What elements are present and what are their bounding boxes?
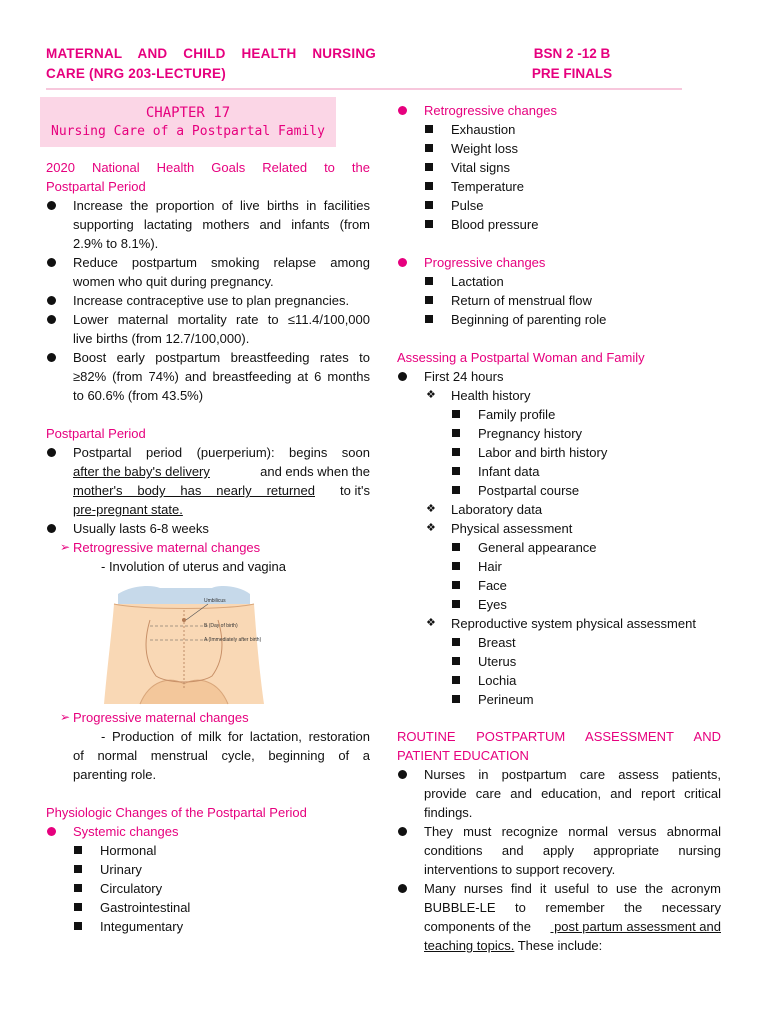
goal-text: women who quit during pregnancy. [73,274,274,289]
square-bullet-icon [74,903,82,911]
square-bullet-icon [425,296,433,304]
routine-text: conditions and apply appropriate nursing [424,843,721,858]
routine-text: interventions to support recovery. [424,862,616,877]
goals-heading: 2020 National Health Goals Related to the [46,160,370,175]
square-bullet-icon [74,922,82,930]
repro-item: Breast [478,635,516,650]
square-bullet-icon [425,144,433,152]
bullet-icon [398,258,407,267]
goal-text: supporting lactating mothers and infants (from [73,217,370,232]
assess-heading: Assessing a Postpartal Woman and Family [397,350,645,365]
systemic-item: Hormonal [100,843,157,858]
pa-item: Face [478,578,507,593]
goal-text: Increase contraceptive use to plan pregnancies. [73,293,350,308]
routine-text-underlined: teaching topics. [424,938,515,953]
retro-item: Vital signs [451,160,511,175]
bullet-icon [47,315,56,324]
course-title-line1: MATERNAL AND CHILD HEALTH NURSING [46,46,376,61]
health-history: Health history [451,388,531,403]
prog-maternal-heading: Progressive maternal changes [73,710,249,725]
square-bullet-icon [452,638,460,646]
pp-definition-underlined: mother's body has nearly returned [73,483,315,498]
square-bullet-icon [74,846,82,854]
prog-maternal-desc: of normal menstrual cycle, beginning of a [73,748,370,763]
arrow-icon: ➢ [60,710,71,724]
square-bullet-icon [452,676,460,684]
bullet-icon [398,827,407,836]
retro-maternal-heading: Retrogressive maternal changes [73,540,261,555]
goal-text: Boost early postpartum breastfeeding rates to [73,350,370,365]
square-bullet-icon [425,163,433,171]
routine-text-components [424,917,721,936]
figure-label-b: B (Day of birth) [204,623,238,629]
square-bullet-icon [452,448,460,456]
retro-item: Exhaustion [451,122,516,137]
figure-label-umbilicus: Umbilicus [204,598,226,604]
goal-text: Increase the proportion of live births in facilities [73,198,370,213]
systemic-item: Integumentary [100,919,184,934]
pp-definition-3 [73,481,370,500]
routine-heading-2: PATIENT EDUCATION [397,748,529,763]
square-bullet-icon [452,657,460,665]
square-bullet-icon [425,277,433,285]
routine-text: Nurses in postpartum care assess patients, [424,767,721,782]
physio-heading: Physiologic Changes of the Postpartal Period [46,805,307,820]
bullet-icon [398,372,407,381]
goal-text: to 60.6% (from 43.5%) [73,388,204,403]
retro-item: Blood pressure [451,217,539,232]
routine-text: They must recognize normal versus abnormal [424,824,721,839]
square-bullet-icon [452,429,460,437]
retro-changes-heading: Retrogressive changes [424,103,557,118]
prog-item: Return of menstrual flow [451,293,592,308]
square-bullet-icon [452,543,460,551]
prog-item: Lactation [451,274,504,289]
section-info [522,44,622,84]
square-bullet-icon [425,182,433,190]
uterus-involution-illustration [100,580,268,706]
section-label: BSN 2 -12 B [533,46,611,61]
pa-item: Eyes [478,597,507,612]
pa-item: General appearance [478,540,597,555]
repro-assessment: Reproductive system physical assessment [451,616,696,631]
postpartal-heading: Postpartal Period [46,426,146,441]
routine-text: findings. [424,805,473,820]
bullet-icon [47,201,56,210]
square-bullet-icon [74,865,82,873]
retro-item: Weight loss [451,141,518,156]
retro-item: Pulse [451,198,484,213]
pa-item: Hair [478,559,502,574]
bullet-icon [398,884,407,893]
routine-heading: ROUTINE POSTPARTUM ASSESSMENT AND [397,729,721,744]
hh-item: Labor and birth history [478,445,608,460]
pp-definition-rest: and ends when the [256,464,370,479]
first-24-hours: First 24 hours [424,369,504,384]
bullet-icon [47,258,56,267]
prog-item: Beginning of parenting role [451,312,607,327]
bullet-icon [47,448,56,457]
routine-text-teaching [424,936,602,955]
diamond-bullet-icon: ❖ [426,522,436,534]
term-label: PRE FINALS [531,66,613,81]
pp-definition-4 [73,500,183,519]
figure-label-a: A (Immediately after birth) [204,637,262,643]
bullet-icon [398,106,407,115]
bullet-icon [47,296,56,305]
chapter-banner [40,97,336,147]
physical-assessment: Physical assessment [451,521,573,536]
routine-text: provide care and education, and report critical [424,786,721,801]
routine-text-underlined: post partum assessment and [550,919,721,934]
square-bullet-icon [452,600,460,608]
hh-item: Pregnancy history [478,426,583,441]
pp-definition-2 [73,462,370,481]
repro-item: Perineum [478,692,534,707]
pp-definition-underlined: after the baby's delivery [73,464,210,479]
course-title [46,44,376,84]
arrow-icon: ➢ [60,540,71,554]
square-bullet-icon [452,410,460,418]
diamond-bullet-icon: ❖ [426,617,436,629]
chapter-subtitle: Nursing Care of a Postpartal Family [51,124,325,139]
systemic-item: Urinary [100,862,142,877]
diamond-bullet-icon: ❖ [426,389,436,401]
goal-text: ≥82% (from 74%) and breastfeeding at 6 months [73,369,370,384]
bullet-icon [398,770,407,779]
pp-duration: Usually lasts 6-8 weeks [73,521,209,536]
systemic-heading: Systemic changes [73,824,179,839]
square-bullet-icon [452,562,460,570]
square-bullet-icon [452,695,460,703]
routine-text: These include: [514,938,603,953]
repro-item: Lochia [478,673,517,688]
chapter-title: CHAPTER 17 [145,105,231,121]
square-bullet-icon [452,581,460,589]
square-bullet-icon [74,884,82,892]
prog-changes-heading: Progressive changes [424,255,546,270]
square-bullet-icon [452,486,460,494]
hh-item: Postpartal course [478,483,580,498]
goal-text: Reduce postpartum smoking relapse among [73,255,370,270]
diamond-bullet-icon: ❖ [426,503,436,515]
routine-text: Many nurses find it useful to use the acronym [424,881,721,896]
prog-maternal-desc: - Production of milk for lactation, restoration [101,729,370,744]
goal-text: Lower maternal mortality rate to ≤11.4/100,000 [73,312,370,327]
goals-heading-2: Postpartal Period [46,179,146,194]
lab-data: Laboratory data [451,502,543,517]
bullet-icon [47,524,56,533]
systemic-item: Gastrointestinal [100,900,191,915]
square-bullet-icon [425,201,433,209]
pp-definition-underlined: pre-pregnant state. [73,502,183,517]
square-bullet-icon [425,315,433,323]
square-bullet-icon [425,125,433,133]
routine-text: components of the [424,919,531,934]
hh-item: Family profile [478,407,556,422]
goal-text: live births (from 12.7/100,000). [73,331,250,346]
course-title-line2: CARE (NRG 203-LECTURE) [46,66,226,81]
goal-text: 2.9% to 8.1%). [73,236,159,251]
pp-definition: Postpartal period (puerperium): begins soon [73,445,370,460]
hh-item: Infant data [478,464,540,479]
repro-item: Uterus [478,654,517,669]
square-bullet-icon [452,467,460,475]
pp-definition-rest: to it's [336,483,370,498]
systemic-item: Circulatory [100,881,163,896]
header-divider [46,88,682,90]
routine-text: BUBBLE-LE to remember the necessary [424,900,721,915]
retro-maternal-desc: - Involution of uterus and vagina [101,559,287,574]
retro-item: Temperature [451,179,524,194]
bullet-icon [47,353,56,362]
prog-maternal-desc: parenting role. [73,767,157,782]
square-bullet-icon [425,220,433,228]
bullet-icon [47,827,56,836]
